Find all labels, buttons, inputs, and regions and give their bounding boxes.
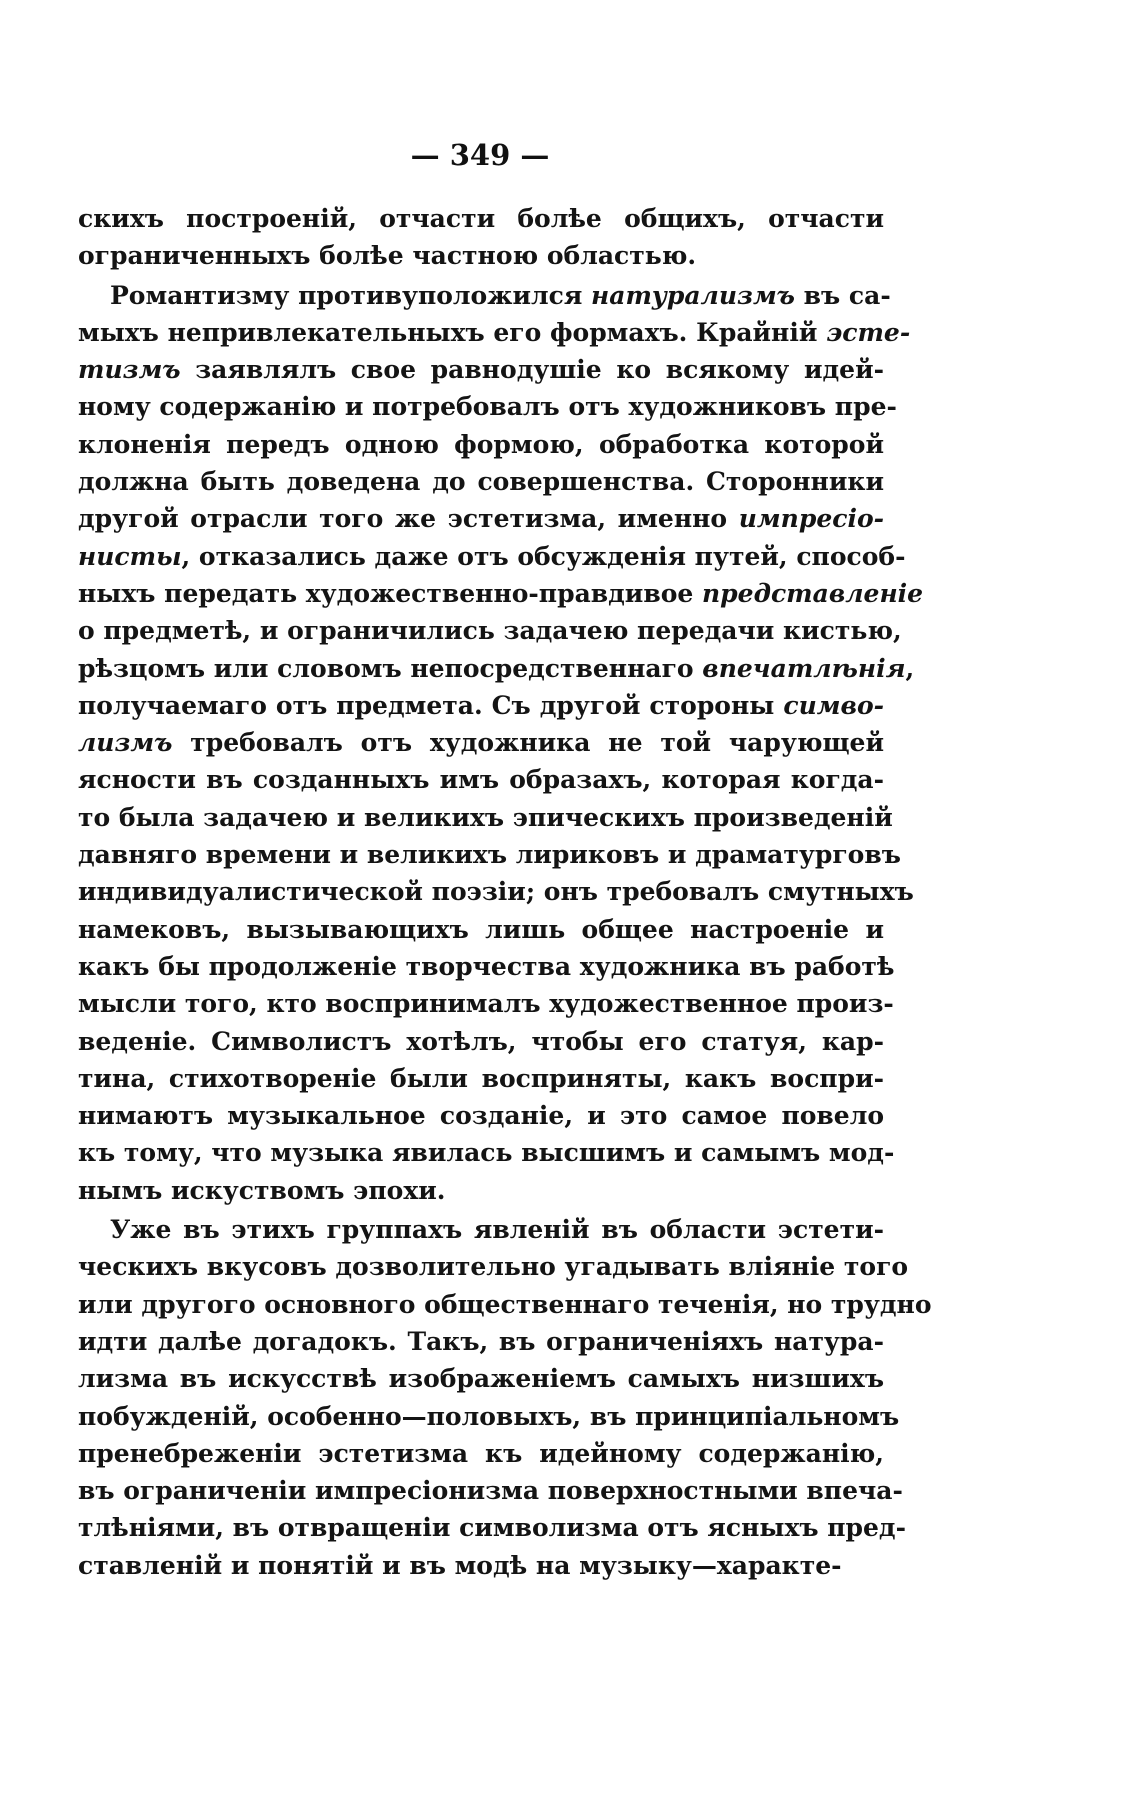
body-text bbox=[78, 200, 932, 1584]
text-line: получаемаго отъ предмета. Съ другой стороны симво- bbox=[78, 690, 884, 720]
text-line: къ тому, что музыка явилась высшимъ и самымъ мод- bbox=[78, 1138, 895, 1168]
text-line: или другого основного общественнаго теченія, но трудно bbox=[78, 1289, 932, 1319]
text-line: побужденій, особенно—половыхъ, въ принципіальномъ bbox=[78, 1401, 900, 1431]
text-line: лизмъ требовалъ отъ художника не той чарующей bbox=[78, 728, 884, 758]
text-line: ясности въ созданныхъ имъ образахъ, которая когда- bbox=[78, 765, 884, 795]
page-number: — 349 — bbox=[410, 138, 550, 172]
italic-term: импресіо- bbox=[738, 504, 884, 534]
text-line: ныхъ передать художественно-правдивое представленіе bbox=[78, 578, 924, 608]
italic-term: симво- bbox=[783, 690, 884, 720]
text-line: какъ бы продолженіе творчества художника въ работѣ bbox=[78, 951, 895, 981]
text-line: индивидуалистической поэзіи; онъ требовалъ смутныхъ bbox=[78, 877, 914, 907]
paragraph bbox=[78, 277, 924, 1209]
italic-term: эсте- bbox=[826, 317, 911, 347]
text-line: давняго времени и великихъ лириковъ и драматурговъ bbox=[78, 840, 901, 870]
text-line: о предметѣ, и ограничились задачею передачи кистью, bbox=[78, 616, 902, 646]
text-line: нымъ искуствомъ эпохи. bbox=[78, 1175, 446, 1205]
text-line: тлѣніями, въ отвращеніи символизма отъ ясныхъ пред- bbox=[78, 1513, 906, 1543]
italic-term: представленіе bbox=[702, 578, 924, 608]
text-line: въ ограниченіи импресіонизма поверхностными впеча- bbox=[78, 1476, 903, 1506]
italic-term: впечатлѣнія bbox=[702, 653, 906, 683]
text-line: мыхъ непривлекательныхъ его формахъ. Крайній эсте- bbox=[78, 317, 911, 347]
italic-term: нисты bbox=[78, 541, 182, 571]
paragraph bbox=[78, 200, 884, 275]
text-line: веденіе. Символистъ хотѣлъ, чтобы его статуя, кар- bbox=[78, 1026, 884, 1056]
text-line: скихъ построеній, отчасти болѣе общихъ, отчасти bbox=[78, 204, 884, 233]
text-line: ставленій и понятій и въ модѣ на музыку—характе- bbox=[78, 1550, 842, 1580]
text-line: рѣзцомъ или словомъ непосредственнаго впечатлѣнія, bbox=[78, 653, 915, 683]
text-line: другой отрасли того же эстетизма, именно импресіо- bbox=[78, 504, 884, 534]
italic-term: натурализмъ bbox=[591, 280, 795, 310]
text-line: идти далѣе догадокъ. Такъ, въ ограниченіяхъ натура- bbox=[78, 1326, 884, 1356]
italic-term: тизмъ bbox=[78, 355, 181, 385]
text-line: должна быть доведена до совершенства. Сторонники bbox=[78, 467, 884, 497]
text-line: нимаютъ музыкальное созданіе, и это самое повело bbox=[78, 1101, 884, 1131]
text-line: то была задачею и великихъ эпическихъ произведеній bbox=[78, 802, 893, 832]
text-line: пренебреженіи эстетизма къ идейному содержанію, bbox=[78, 1438, 884, 1468]
text-line: мысли того, кто воспринималъ художественное произ- bbox=[78, 989, 894, 1019]
paragraph bbox=[78, 1211, 932, 1584]
text-line: намековъ, вызывающихъ лишь общее настроеніе и bbox=[78, 914, 884, 944]
text-line: ческихъ вкусовъ дозволительно угадывать вліяніе того bbox=[78, 1252, 909, 1282]
text-line: тина, стихотвореніе были восприняты, какъ воспри- bbox=[78, 1063, 884, 1093]
text-line: нисты, отказались даже отъ обсужденія путей, способ- bbox=[78, 541, 906, 571]
text-line: лизма въ искусствѣ изображеніемъ самыхъ низшихъ bbox=[78, 1364, 884, 1394]
text-line: клоненія передъ одною формою, обработка которой bbox=[78, 429, 884, 459]
text-line: ограниченныхъ болѣе частною областью. bbox=[78, 241, 697, 271]
text-line: Уже въ этихъ группахъ явленій въ области эстети- bbox=[110, 1215, 884, 1245]
text-line: Романтизму противуположился натурализмъ въ са- bbox=[110, 280, 891, 310]
text-line: ному содержанію и потребовалъ отъ художниковъ пре- bbox=[78, 392, 897, 422]
italic-term: лизмъ bbox=[78, 728, 173, 758]
text-line: тизмъ заявлялъ свое равнодушіе ко всякому идей- bbox=[78, 355, 884, 385]
